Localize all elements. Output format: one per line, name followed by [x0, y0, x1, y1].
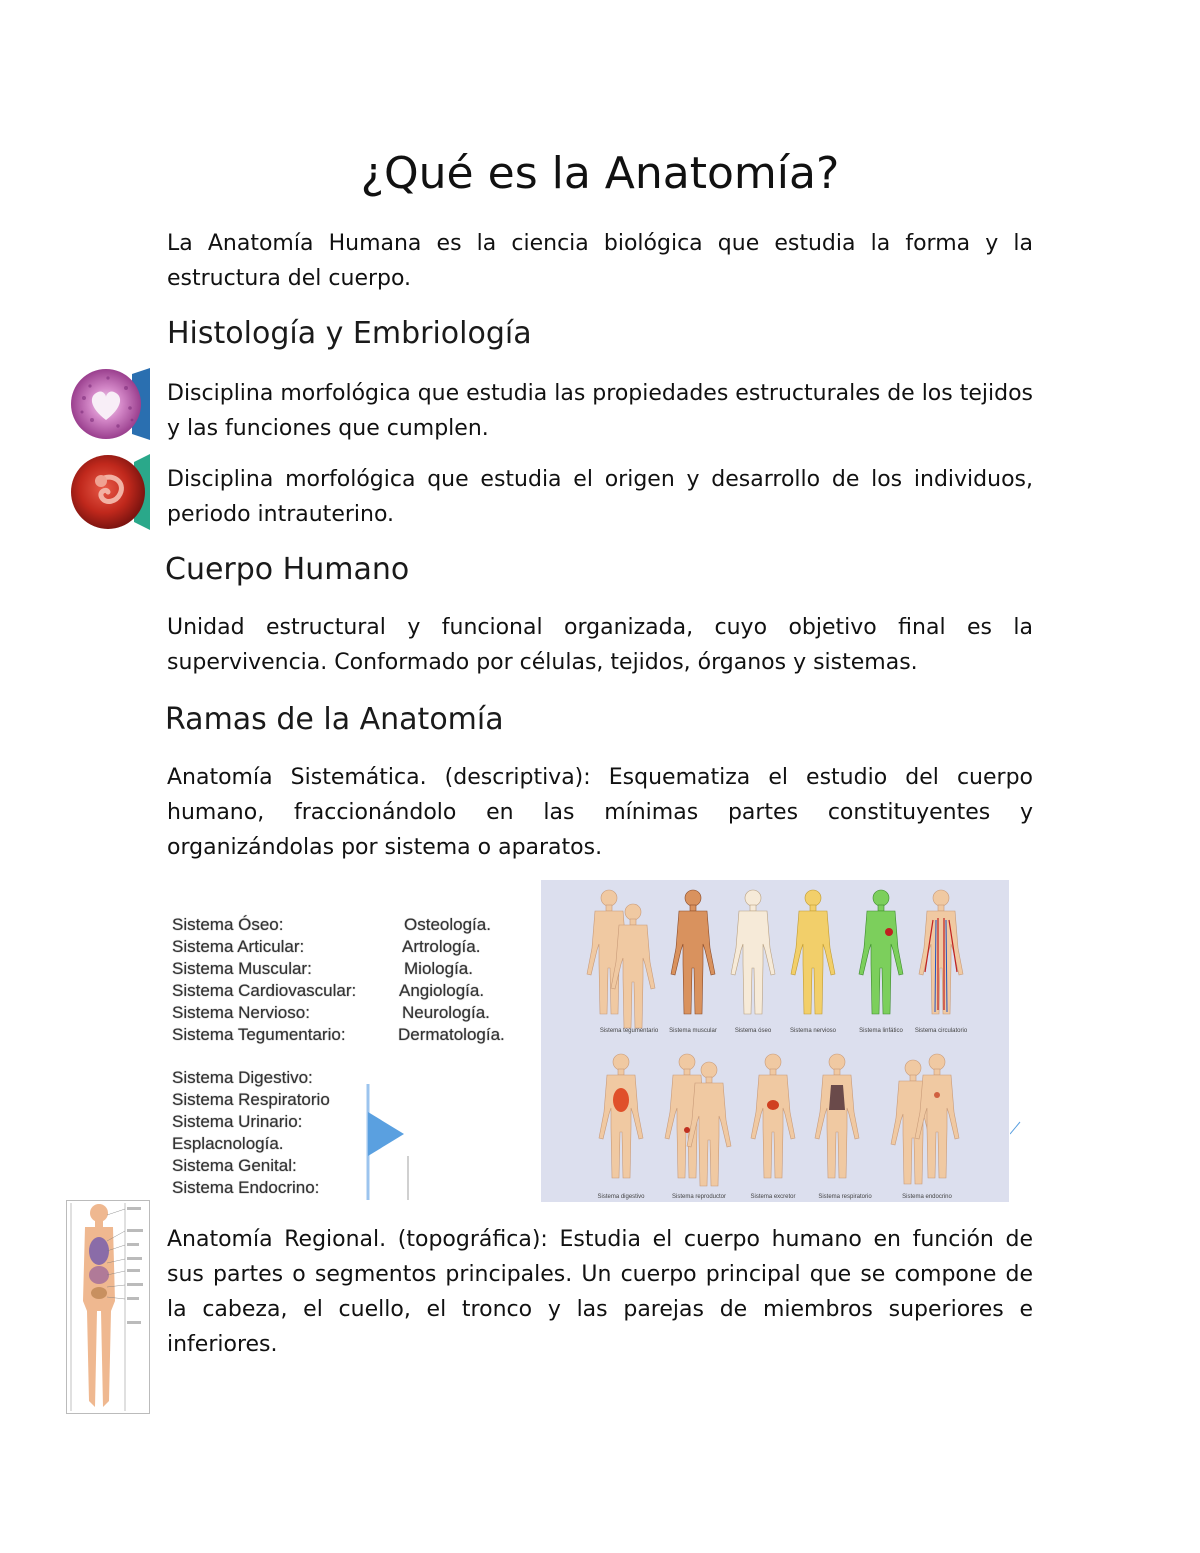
line-icon — [1010, 1120, 1022, 1136]
heading-histologia-embriologia: Histología y Embriología — [167, 316, 532, 351]
system-name: Sistema Articular: — [172, 937, 305, 956]
regional-paragraph: Anatomía Regional. (topográfica): Estudia el cuerpo humano en función de sus partes o segmentos principales. Un cuerpo principal que se compone de la cabeza, el cuello, el tronco y las parejas de miembros superiores e inferiores. — [167, 1227, 1033, 1357]
heading-cuerpo-humano: Cuerpo Humano — [165, 552, 410, 587]
human-body-regional-icon — [67, 1201, 149, 1413]
system-study: Dermatología. — [398, 1025, 505, 1044]
list-item: Sistema Urinario: — [172, 1112, 303, 1131]
page-title: ¿Qué es la Anatomía? — [360, 148, 840, 199]
systems-table — [172, 914, 532, 1046]
system-name: Sistema Nervioso: — [172, 1003, 310, 1022]
list-item: Sistema Digestivo: — [172, 1068, 313, 1087]
list-item: Sistema Respiratorio — [172, 1090, 330, 1109]
figure-label: Sistema reproductor — [671, 1194, 727, 1200]
list-item: Esplacnología. — [172, 1134, 284, 1153]
body-systems-figure — [541, 880, 1009, 1202]
system-name: Sistema Tegumentario: — [172, 1025, 346, 1044]
list-item: Sistema Endocrino: — [172, 1178, 320, 1197]
systems-row — [172, 936, 532, 958]
regional-anatomy-image — [66, 1200, 150, 1414]
intro-paragraph: La Anatomía Humana es la ciencia biológica que estudia la forma y la estructura del cuerpo. — [167, 231, 1033, 291]
systems-row — [172, 1024, 532, 1046]
sistematica-paragraph: Anatomía Sistemática. (descriptiva): Esquematiza el estudio del cuerpo humano, fraccionándolo en las mínimas partes constituyentes y organizándolas por sistema o aparatos. — [167, 765, 1033, 860]
figure-label: Sistema respiratorio — [818, 1194, 872, 1200]
decorative-line — [1010, 1120, 1022, 1136]
histology-image — [70, 368, 152, 440]
heading-ramas-anatomia: Ramas de la Anatomía — [165, 702, 504, 737]
arrow-right-icon — [360, 1080, 416, 1202]
system-study: Miología. — [404, 959, 473, 978]
cuerpo-humano-paragraph: Unidad estructural y funcional organizada, cuyo objetivo final es la supervivencia. Conformado por células, tejidos, órganos y sistemas. — [167, 615, 1033, 675]
system-name: Sistema Muscular: — [172, 959, 312, 978]
system-name: Sistema Óseo: — [172, 915, 284, 934]
figure-label: Sistema óseo — [734, 1028, 772, 1034]
embryology-image — [70, 454, 152, 530]
visceral-systems-list — [172, 1067, 372, 1199]
histologia-paragraph: Disciplina morfológica que estudia las propiedades estructurales de los tejidos y las funciones que cumplen. — [167, 381, 1033, 441]
systems-row — [172, 980, 532, 1002]
system-study: Neurología. — [402, 1003, 490, 1022]
figure-label: Sistema digestivo — [597, 1194, 645, 1200]
histology-tissue-icon — [70, 368, 152, 440]
systems-row — [172, 958, 532, 980]
figure-label: Sistema excretor — [750, 1194, 796, 1200]
figure-label: Sistema circulatorio — [914, 1028, 968, 1034]
embryo-icon — [70, 454, 152, 530]
figure-label: Sistema tegumentario — [599, 1028, 659, 1034]
system-study: Artrología. — [402, 937, 481, 956]
figure-label: Sistema muscular — [669, 1028, 717, 1034]
human-body-systems-icon — [541, 880, 1009, 1202]
systems-row — [172, 1002, 532, 1024]
system-study: Angiología. — [399, 981, 485, 1000]
list-item: Sistema Genital: — [172, 1156, 297, 1175]
system-study: Osteología. — [404, 915, 491, 934]
figure-label: Sistema linfático — [859, 1028, 903, 1034]
system-name: Sistema Cardiovascular: — [172, 981, 357, 1000]
bracket-arrow — [360, 1080, 416, 1202]
embriologia-paragraph: Disciplina morfológica que estudia el origen y desarrollo de los individuos, periodo intrauterino. — [167, 467, 1033, 527]
figure-label: Sistema endocrino — [902, 1194, 952, 1200]
systems-row — [172, 914, 532, 936]
figure-label: Sistema nervioso — [789, 1028, 837, 1034]
